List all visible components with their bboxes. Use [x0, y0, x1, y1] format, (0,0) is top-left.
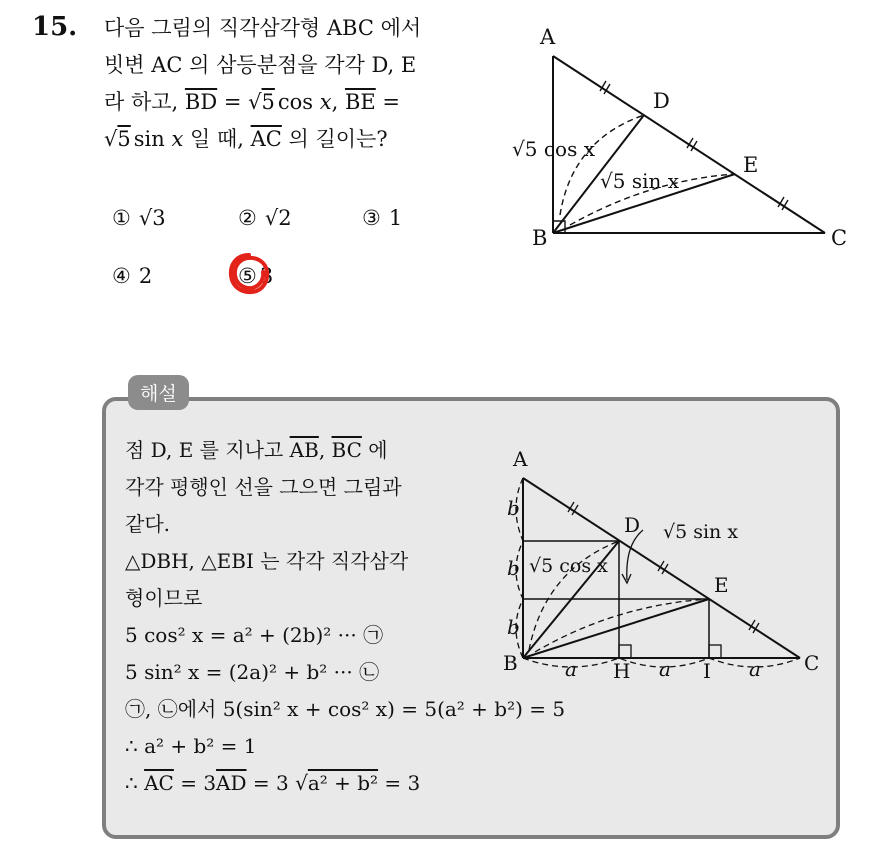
sin-func: sin: [133, 127, 165, 151]
question-line-4: [104, 121, 496, 158]
solution-line-3: 같다.: [125, 512, 170, 536]
fig1-label-be: √5 sin x: [600, 169, 680, 193]
choice-3-value: 1: [388, 206, 403, 230]
segment-ac: $\overline{AC}$: [250, 127, 282, 151]
fig2-label-e: E: [714, 573, 729, 597]
fig2-label-b: B: [503, 651, 518, 675]
solution-eq-4: ∴ a² + b² = 1: [125, 734, 257, 758]
choice-2-mark: ②: [238, 206, 257, 230]
eq5-therefore: ∴: [125, 771, 145, 795]
question-line-3: [104, 84, 496, 121]
choice-1-value: √3: [138, 206, 166, 230]
triangle-figure-2: [495, 440, 835, 690]
fig2-label-bd: √5 cos x: [529, 555, 608, 577]
choice-5-value: 3: [259, 264, 274, 288]
fig1-label-c: C: [831, 226, 848, 250]
equals: =: [217, 90, 249, 114]
eq5-segment-ac: $\overline{AC}$: [144, 771, 174, 795]
fig2-right-angle-i: [709, 645, 721, 658]
fig2-right-angle-h: [619, 645, 631, 658]
question-text: [104, 10, 496, 158]
fig1-label-e: E: [743, 153, 759, 177]
fig2-label-a: A: [513, 447, 528, 471]
fig1-label-a: A: [540, 25, 556, 49]
solution-line-2: 각각 평행인 선을 그으면 그림과: [125, 475, 402, 499]
solution-eq-3: ㉠, ㉡에서 5(sin² x + cos² x) = 5(a² + b²) = 5: [125, 697, 566, 721]
choice-3[interactable]: [362, 206, 402, 230]
sqrt-radicand-2: 5: [117, 127, 131, 151]
segment-bc: $\overline{BC}$: [331, 438, 362, 462]
fig1-label-bd: √5 cos x: [512, 137, 595, 161]
choice-1[interactable]: [112, 206, 166, 230]
fig2-label-a-2: a: [659, 657, 671, 681]
choice-4-value: 2: [138, 264, 153, 288]
sqrt-five-sin: √5: [104, 127, 131, 151]
question-line-3-text: 라 하고,: [104, 90, 185, 114]
fig1-label-d: D: [653, 89, 670, 113]
fig2-label-be: √5 sin x: [663, 521, 739, 543]
equals-2: =: [375, 90, 401, 114]
solution-eq-5: [125, 765, 495, 802]
var-x-2: x: [171, 127, 184, 151]
choice-3-mark: ③: [362, 206, 381, 230]
cos-func: cos: [277, 90, 314, 114]
solution-eq-2: 5 sin² x = (2a)² + b² ··· ㉡: [125, 660, 380, 684]
fig2-label-a-3: a: [749, 657, 761, 681]
choice-4[interactable]: [112, 264, 152, 288]
solution-sep: ,: [318, 438, 332, 462]
fig2-segment-be: [523, 599, 709, 658]
question-line-4-end: 의 길이는?: [281, 127, 388, 151]
solution-text: [125, 432, 566, 802]
question-line-2: 빗변 AC 의 삼등분점을 각각 D, E: [104, 53, 417, 77]
answer-circle-stroke: [231, 255, 267, 292]
choice-2[interactable]: [238, 206, 292, 230]
sqrt-five-cos: √5: [248, 90, 275, 114]
question-number: 15.: [32, 12, 78, 42]
solution-line-1: [125, 432, 495, 469]
sqrt-radicand: 5: [261, 90, 275, 114]
comma: ,: [331, 90, 345, 114]
segment-be: $\overline{BE}$: [344, 90, 376, 114]
fig2-label-d: D: [624, 513, 641, 537]
fig2-label-a-1: a: [565, 657, 577, 681]
choice-2-value: √2: [264, 206, 292, 230]
choice-5-mark: ⑤: [238, 264, 257, 288]
fig1-label-b: B: [532, 226, 548, 250]
segment-bd: $\overline{BD}$: [184, 90, 218, 114]
answer-circle-mark: [226, 251, 272, 297]
eq5-radicand: a² + b²: [307, 771, 379, 795]
question-line-1: 다음 그림의 직각삼각형 ABC 에서: [104, 16, 422, 40]
solution-line-4: △DBH, △EBI 는 각각 직각삼각: [125, 549, 409, 573]
eq5-result: = 3: [378, 771, 421, 795]
solution-tag: 해설: [128, 375, 189, 410]
question-line-4-text: 일 때,: [183, 127, 251, 151]
solution-eq-1: 5 cos² x = a² + (2b)² ··· ㉠: [125, 623, 384, 647]
eq5-sqrt: = 3 √: [246, 771, 308, 795]
var-x: x: [319, 90, 332, 114]
triangle-figure-1: [500, 10, 860, 255]
fig2-label-c: C: [804, 651, 820, 675]
choice-4-mark: ④: [112, 264, 131, 288]
fig2-label-b-3: b: [507, 615, 520, 639]
solution-line-1-text: 점 D, E 를 지나고: [125, 438, 290, 462]
solution-line-1-end: 에: [361, 438, 388, 462]
choice-1-mark: ①: [112, 206, 131, 230]
solution-line-5: 형이므로: [125, 586, 203, 610]
segment-ab: $\overline{AB}$: [289, 438, 319, 462]
fig2-label-h: H: [613, 659, 631, 683]
fig2-label-i: I: [703, 659, 711, 683]
fig2-label-b-1: b: [507, 496, 520, 520]
fig2-label-b-2: b: [507, 556, 520, 580]
eq5-segment-ad: $\overline{AD}$: [216, 771, 247, 795]
eq5-eq: = 3: [173, 771, 217, 795]
